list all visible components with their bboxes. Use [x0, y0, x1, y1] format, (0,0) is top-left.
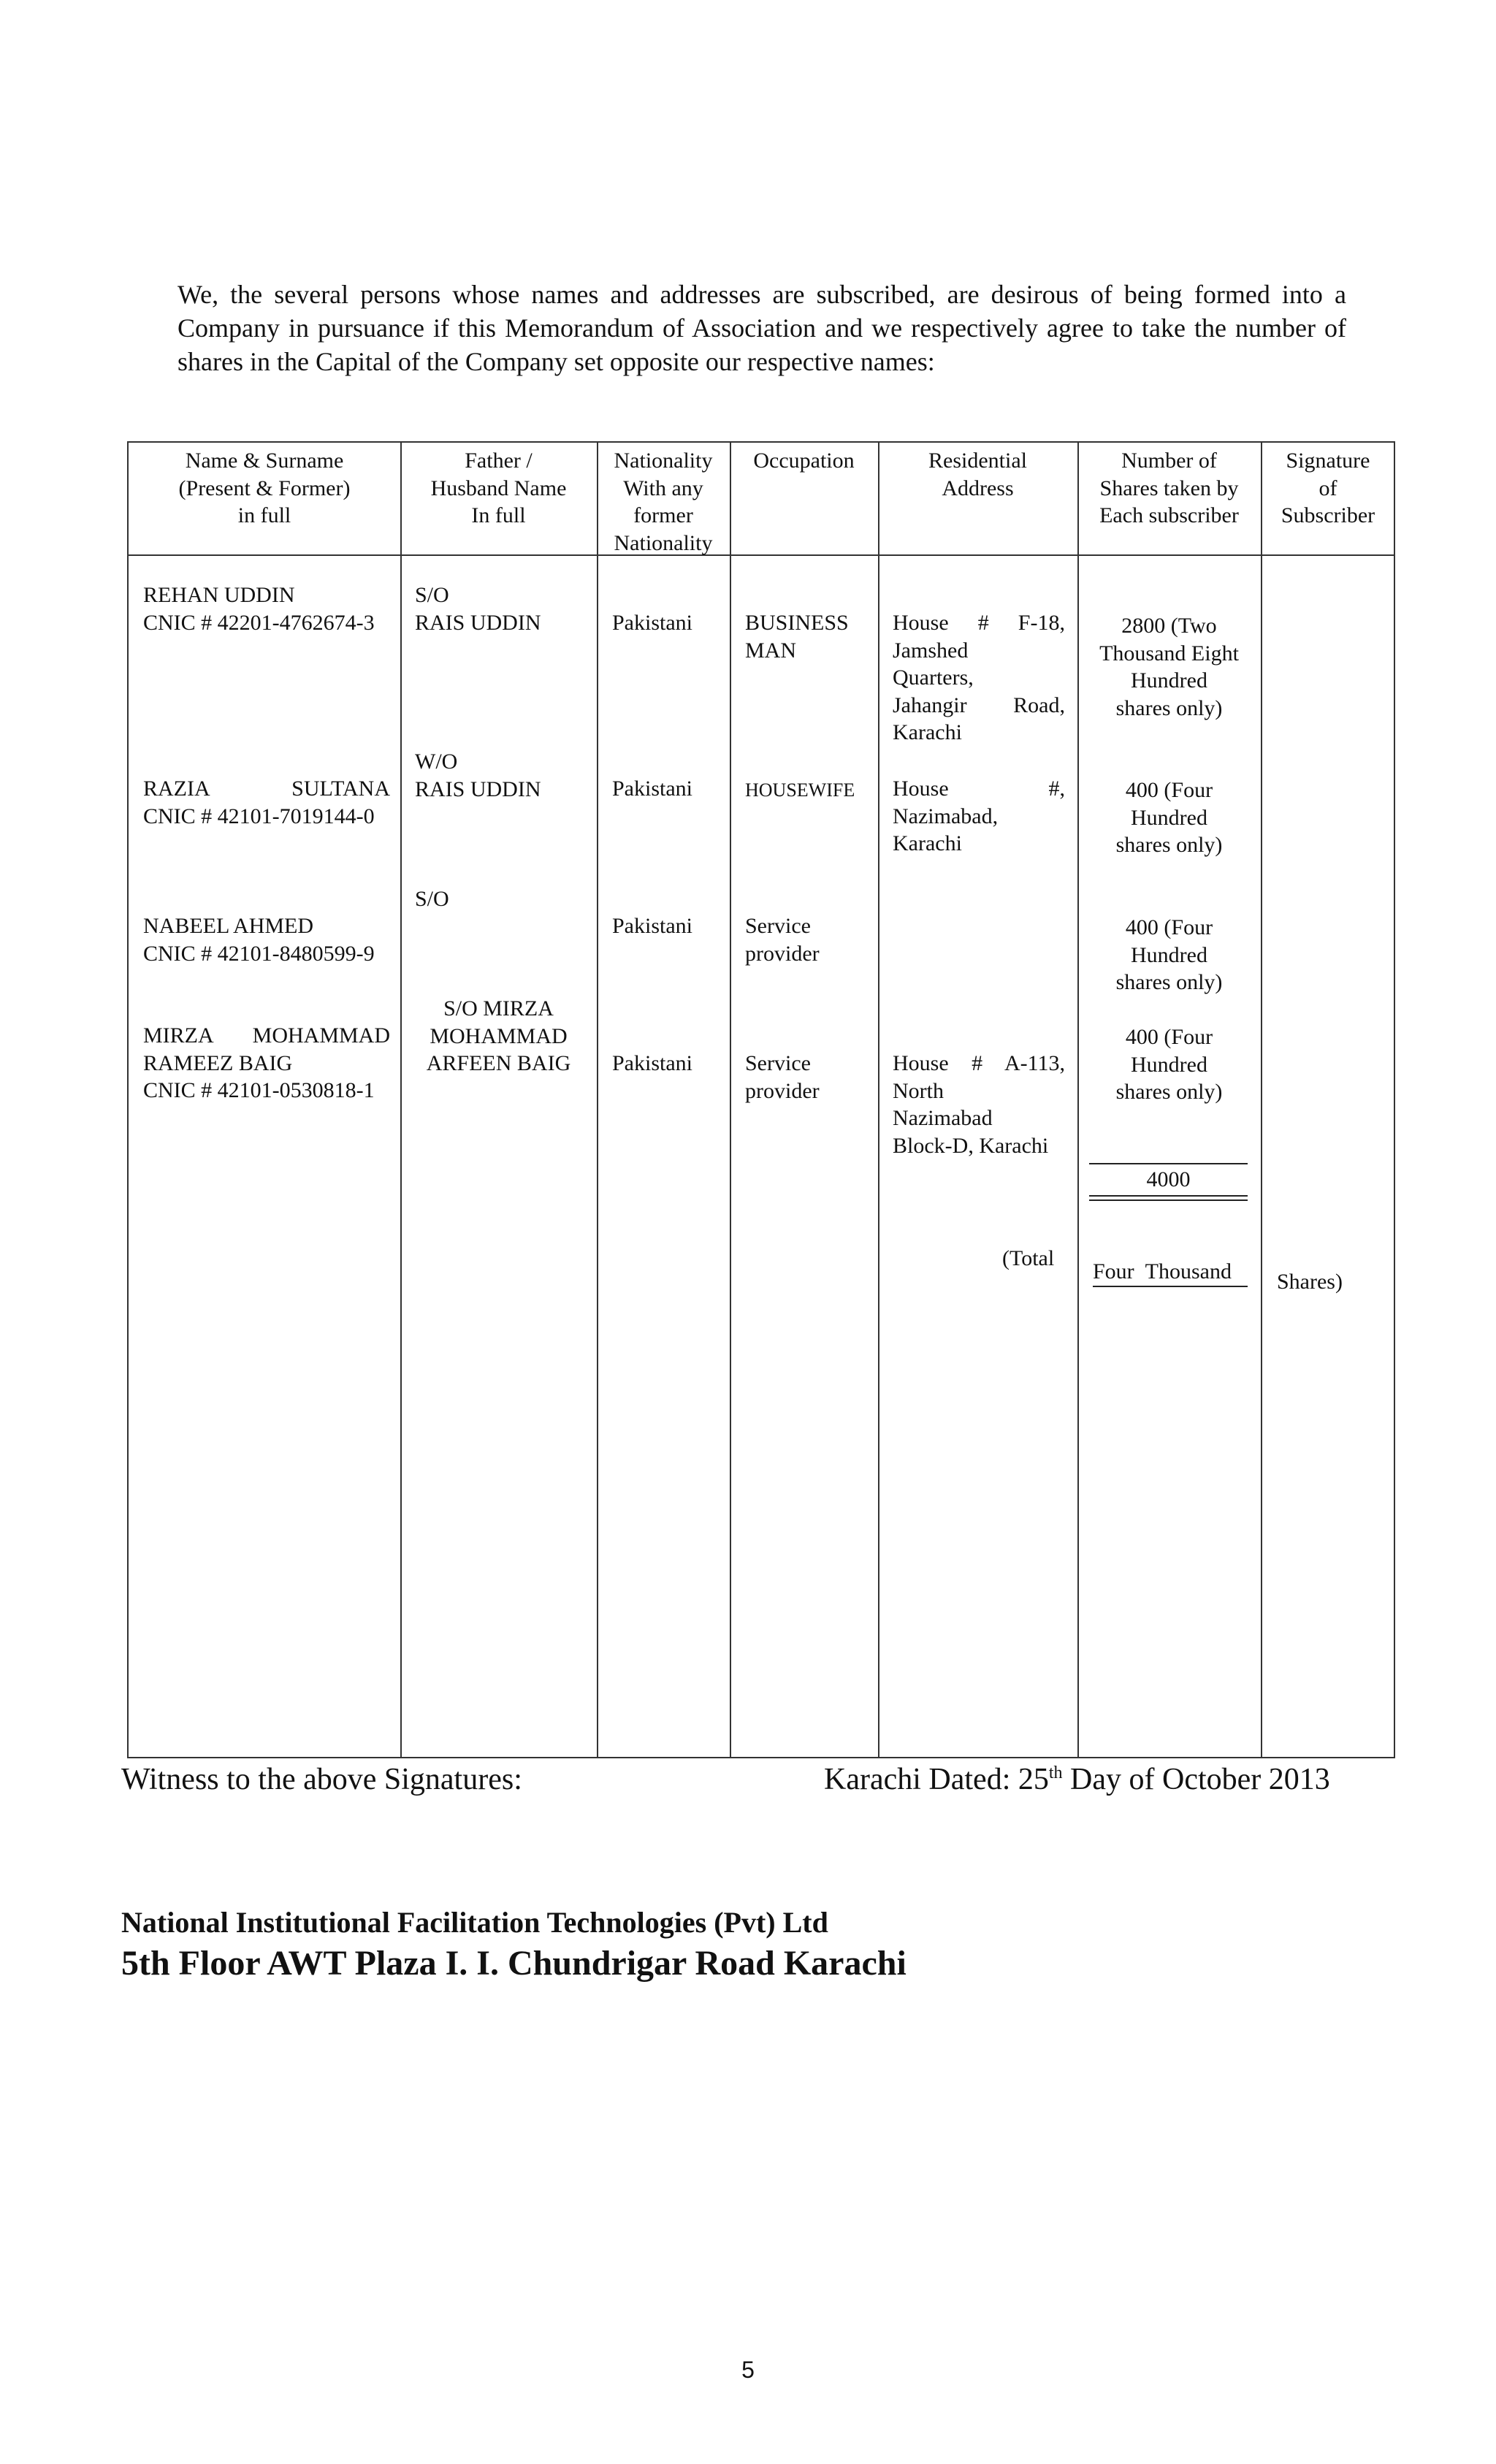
- address-cell: [893, 775, 1065, 858]
- header-text: Father /: [465, 449, 533, 473]
- shares-line: Hundred: [1131, 805, 1207, 830]
- relation-line: W/O: [415, 750, 458, 774]
- witness-label: Witness to the above Signatures:: [121, 1763, 522, 1796]
- shares-line: 400 (Four: [1125, 915, 1213, 939]
- address-line: Block-D, Karachi: [893, 1133, 1049, 1158]
- header-text: Residential: [928, 449, 1027, 473]
- header-text: Husband Name: [430, 476, 567, 500]
- cnic-line: CNIC # 42101-8480599-9: [143, 941, 375, 966]
- nationality-cell: Pakistani: [612, 611, 692, 635]
- name-line: MIRZA MOHAMMAD: [143, 1023, 390, 1048]
- father-name: [400, 995, 597, 1077]
- nationality-cell: Pakistani: [612, 777, 692, 801]
- relation-line: S/O: [415, 583, 449, 607]
- company-address: 5th Floor AWT Plaza I. I. Chundrigar Road Karachi: [121, 1944, 907, 1983]
- dated-suffix: Day of October 2013: [1062, 1763, 1330, 1796]
- header-name: [129, 447, 400, 530]
- subscriber-name: [143, 581, 390, 636]
- name-line: RAMEEZ BAIG: [143, 1050, 293, 1075]
- occupation-line: provider: [745, 941, 820, 966]
- header-signature: [1261, 447, 1395, 530]
- subscriber-name: [143, 912, 390, 967]
- header-text: Name & Surname: [185, 449, 344, 473]
- header-shares: [1077, 447, 1261, 530]
- shares-line: 400 (Four: [1125, 1025, 1213, 1049]
- total-shares-number: 4000: [1146, 1167, 1191, 1191]
- address-line: Nazimabad: [893, 1106, 993, 1130]
- header-nationality: [597, 447, 730, 557]
- shares-line: Thousand Eight: [1099, 641, 1239, 665]
- occupation-cell: [745, 609, 849, 664]
- header-text: Address: [942, 476, 1014, 500]
- address-line: North: [893, 1078, 944, 1103]
- shares-line: 2800 (Two: [1121, 614, 1217, 638]
- header-divider: [129, 554, 1394, 556]
- occupation-line: BUSINESS: [745, 611, 849, 635]
- address-line: Karachi: [893, 831, 962, 855]
- total-shares-words: Four Thousand: [1093, 1258, 1248, 1287]
- father-name: [415, 748, 590, 803]
- header-text: Number of: [1121, 449, 1217, 473]
- shares-line: 400 (Four: [1125, 778, 1213, 802]
- subscriber-name: [143, 775, 390, 830]
- shares-line: shares only): [1115, 970, 1223, 994]
- shares-cell: [1077, 914, 1261, 996]
- subscribers-table: [127, 441, 1395, 1758]
- occupation-cell: [745, 1050, 820, 1105]
- name-line: REHAN UDDIN: [143, 583, 295, 607]
- header-text: (Present & Former): [178, 476, 351, 500]
- header-text: Shares taken by: [1099, 476, 1239, 500]
- cnic-line: CNIC # 42101-7019144-0: [143, 804, 375, 828]
- nationality-cell: Pakistani: [612, 914, 692, 938]
- address-line: House #,: [893, 777, 1065, 801]
- shares-cell: [1077, 612, 1261, 722]
- header-address: [878, 447, 1077, 502]
- dated-line: [824, 1762, 1330, 1797]
- total-suffix: Shares): [1277, 1270, 1343, 1294]
- column-divider: [730, 443, 731, 1757]
- dated-prefix: Karachi Dated: 25: [824, 1763, 1049, 1796]
- relation-name: MOHAMMAD: [430, 1023, 568, 1048]
- address-line: House # F-18,: [893, 611, 1065, 635]
- column-divider: [1261, 443, 1262, 1757]
- occupation-line: provider: [745, 1078, 820, 1103]
- address-line: Jahangir Road,: [893, 693, 1065, 717]
- header-occupation: [730, 447, 878, 475]
- relation-name: RAIS UDDIN: [415, 777, 541, 801]
- shares-line: Hundred: [1131, 1052, 1207, 1077]
- header-text: Each subscriber: [1099, 503, 1239, 527]
- father-name: [415, 581, 590, 636]
- relation-name: RAIS UDDIN: [415, 610, 541, 635]
- nationality-cell: Pakistani: [612, 1051, 692, 1075]
- address-line: Jamshed: [893, 638, 969, 663]
- shares-cell: [1077, 777, 1261, 859]
- address-line: House # A-113,: [893, 1051, 1065, 1075]
- header-text: of: [1318, 476, 1337, 500]
- column-divider: [400, 443, 402, 1757]
- name-line: NABEEL AHMED: [143, 914, 314, 938]
- header-text: in full: [237, 503, 291, 527]
- header-text: Nationality: [614, 449, 713, 473]
- address-line: Karachi: [893, 720, 962, 744]
- page-number: 5: [741, 2357, 755, 2383]
- header-text: With any: [623, 476, 703, 500]
- address-cell: [893, 1050, 1065, 1159]
- dated-ordinal: th: [1048, 1763, 1063, 1782]
- shares-cell: [1077, 1023, 1261, 1106]
- header-father: [400, 447, 597, 530]
- relation-line: S/O: [415, 887, 449, 911]
- address-line: Quarters,: [893, 665, 974, 690]
- occupation-line: Service: [745, 914, 811, 938]
- occupation-cell: [745, 912, 820, 967]
- relation-name: ARFEEN BAIG: [426, 1051, 571, 1075]
- name-line: RAZIA SULTANA: [143, 777, 390, 801]
- total-top-rule: [1089, 1163, 1248, 1164]
- relation-line: S/O MIRZA: [443, 996, 554, 1021]
- occupation-line: MAN: [745, 638, 797, 663]
- header-text: In full: [471, 503, 526, 527]
- header-text: former: [633, 503, 693, 527]
- cnic-line: CNIC # 42201-4762674-3: [143, 610, 375, 635]
- occupation-line: HOUSEWIFE: [745, 779, 855, 801]
- intro-paragraph: We, the several persons whose names and addresses are subscribed, are desirous of being formed into a Company in pursuance if this Memorandum of Association and we respectively agree to take the number of shares in the Capital of the Company set opposite our respective names:: [178, 280, 1346, 376]
- shares-line: shares only): [1115, 1080, 1223, 1104]
- company-name: National Institutional Facilitation Technologies (Pvt) Ltd: [121, 1906, 828, 1939]
- shares-line: shares only): [1115, 695, 1223, 720]
- column-divider: [597, 443, 598, 1757]
- header-text: Subscriber: [1281, 503, 1375, 527]
- shares-line: Hundred: [1131, 942, 1207, 967]
- header-text: Nationality: [614, 530, 713, 555]
- shares-line: shares only): [1115, 833, 1223, 857]
- total-double-rule: [1089, 1195, 1248, 1201]
- shares-line: Hundred: [1131, 668, 1207, 693]
- subscriber-name: [143, 1022, 390, 1105]
- address-line: Nazimabad,: [893, 804, 999, 828]
- header-text: Signature: [1286, 449, 1370, 473]
- header-text: Occupation: [753, 449, 855, 473]
- address-cell: [893, 609, 1065, 747]
- occupation-line: Service: [745, 1051, 811, 1075]
- total-prefix: (Total: [1002, 1246, 1055, 1270]
- column-divider: [878, 443, 879, 1757]
- occupation-cell: [745, 777, 855, 804]
- father-name: [415, 885, 590, 913]
- cnic-line: CNIC # 42101-0530818-1: [143, 1078, 375, 1102]
